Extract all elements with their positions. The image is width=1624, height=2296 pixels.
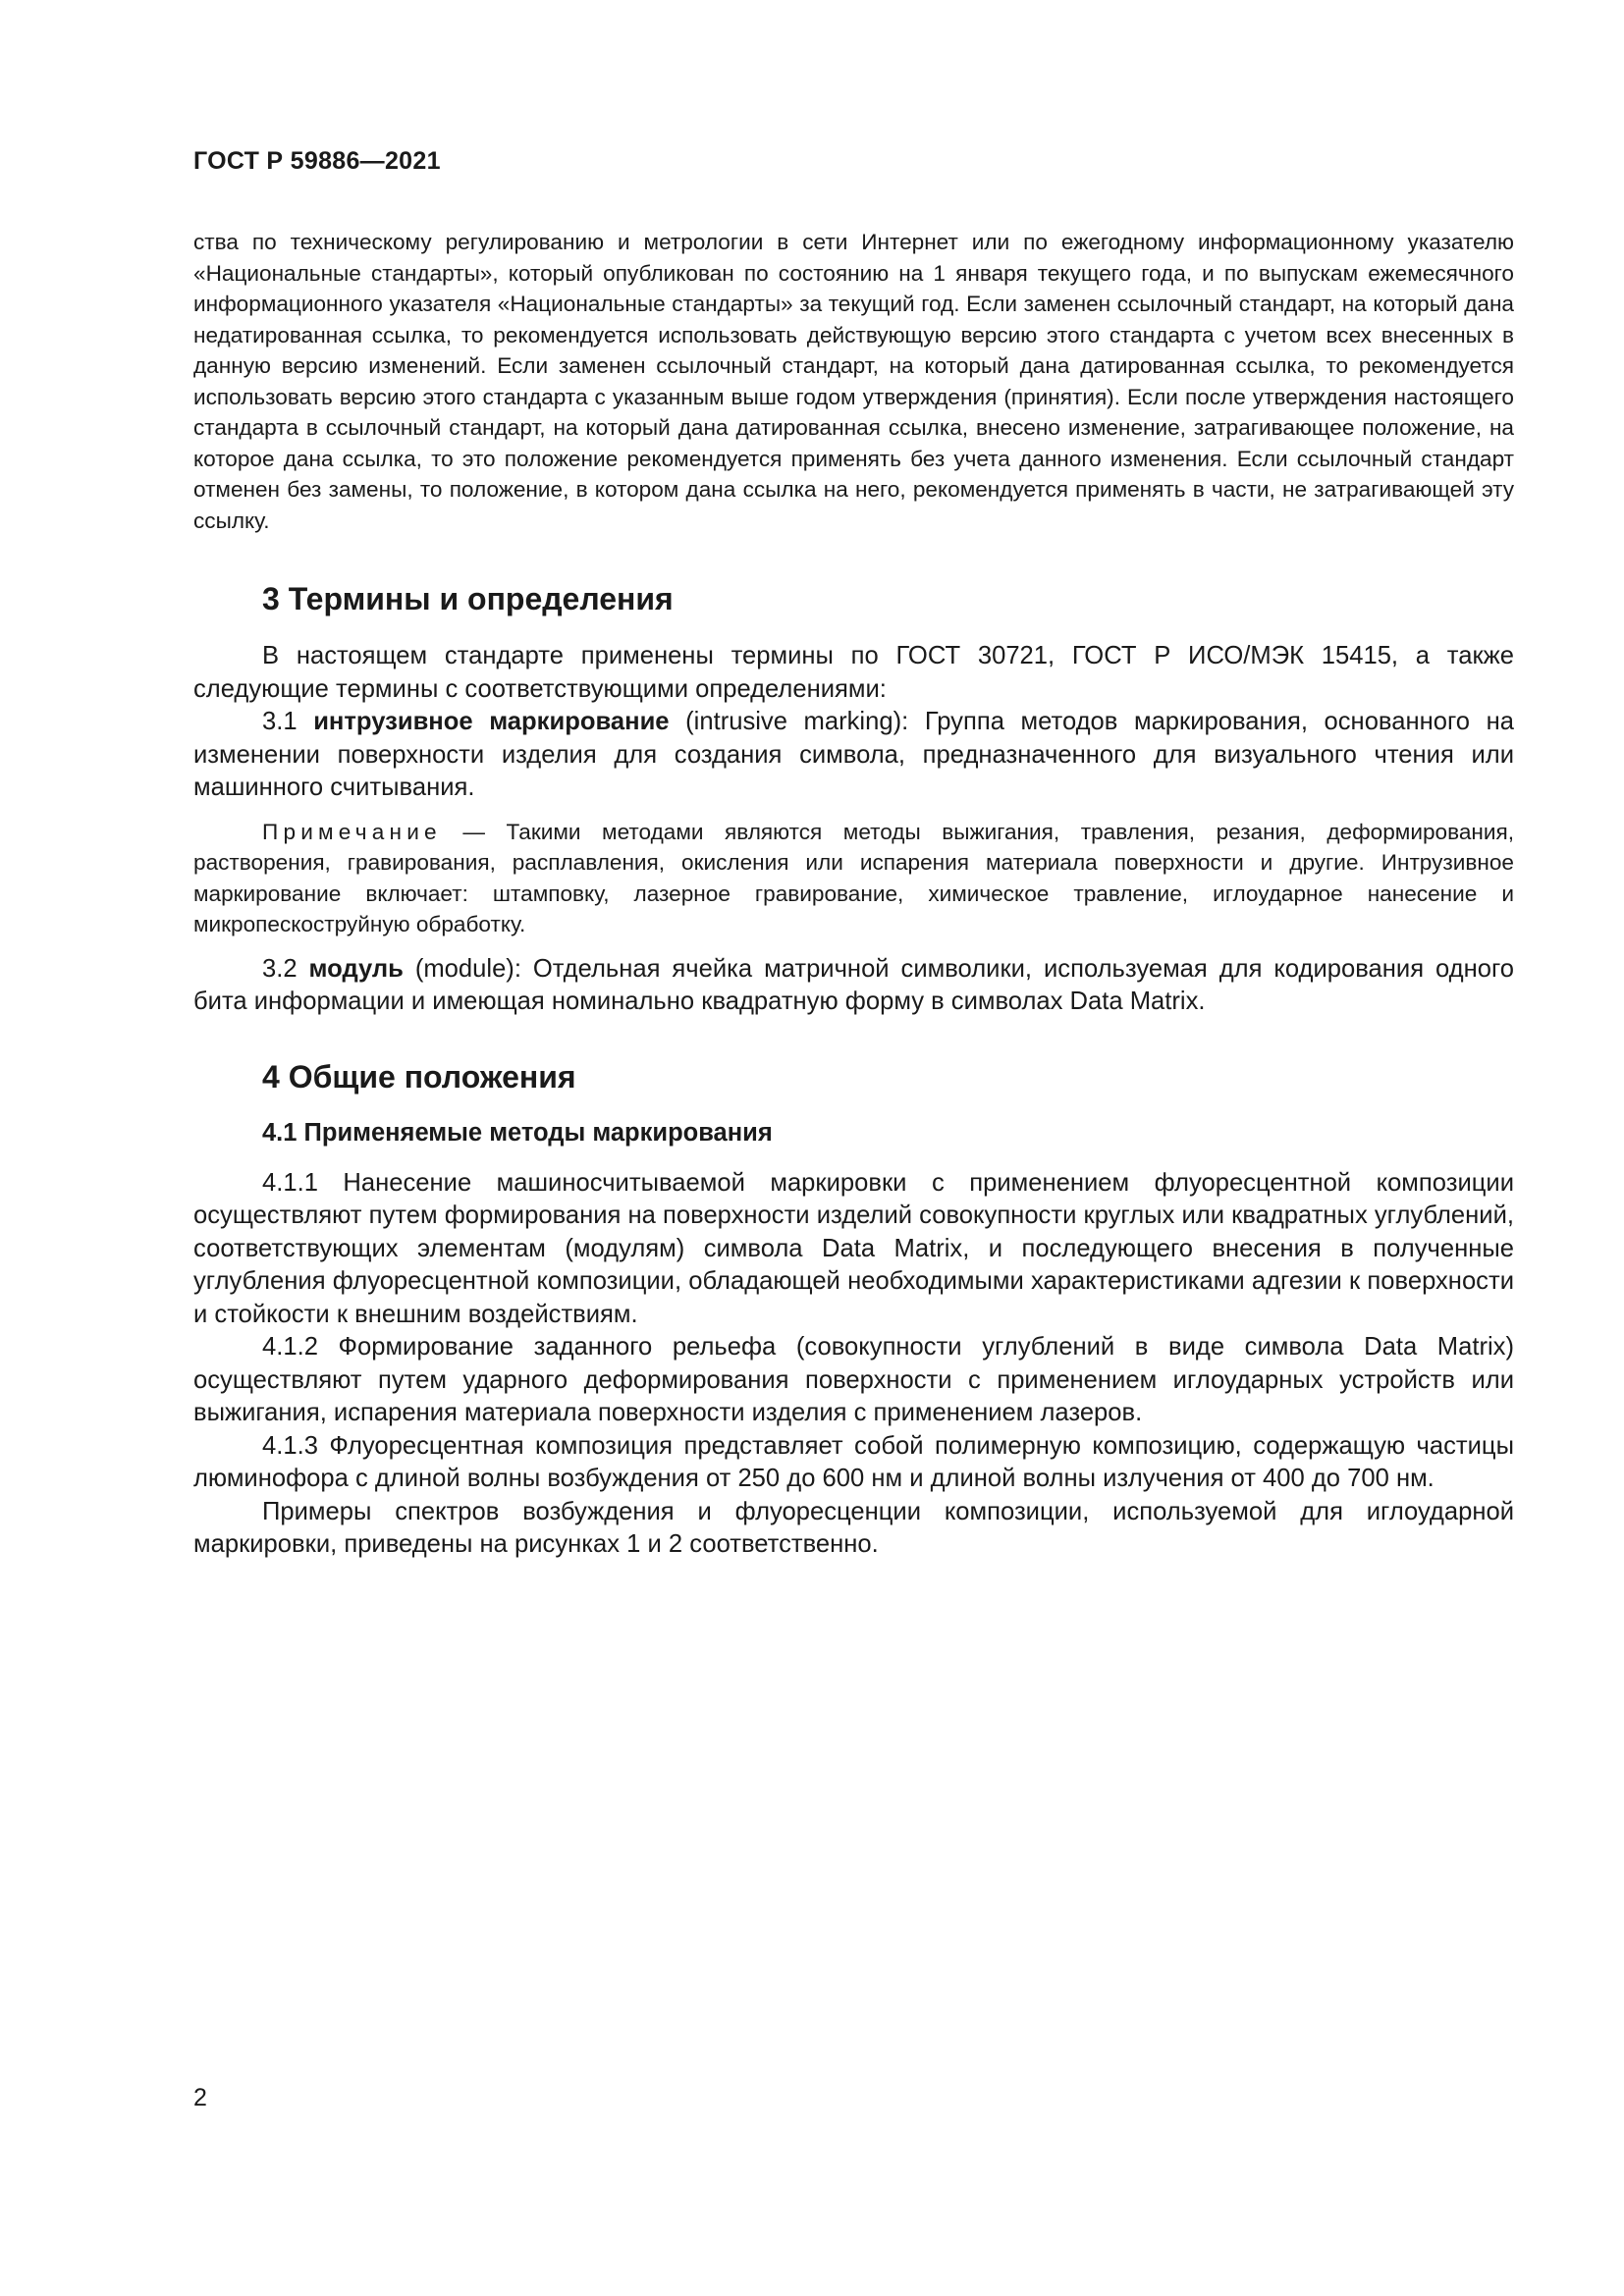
paragraph-4-1-2: 4.1.2 Формирование заданного рельефа (совокупности углублений в виде символа Data Matrix) осуществляют путем ударного деформирования поверхности с применением иглоударных устройств или выжигания, испарения материала поверхности изделия с применением лазеров.: [193, 1333, 1514, 1426]
page-number: 2: [193, 2084, 207, 2111]
running-header-title: ГОСТ Р 59886—2021: [193, 147, 441, 175]
term-3-2-term: модуль: [308, 954, 404, 983]
term-3-1: [193, 706, 1514, 805]
section-4-heading: 4 Общие положения: [262, 1058, 576, 1095]
paragraph-figure-reference: Примеры спектров возбуждения и флуоресценции композиции, используемой для иглоударной маркировки, приведены на рисунках 1 и 2 соответственно.: [193, 1497, 1514, 1558]
note-label: Примечание: [262, 819, 442, 844]
section-3-heading: 3 Термины и определения: [262, 581, 674, 616]
term-3-1-number: 3.1: [262, 708, 298, 735]
continuation-paragraph: ства по техническому регулированию и метрологии в сети Интернет или по ежегодному информационному указателю «Национальные стандарты», который опубликован по состоянию на 1 января текущего года, и по выпускам ежемесячного информационного указателя «Национальные стандарты» за текущий год. Если заменен ссылочный стандарт, на который дана недатированная ссылка, то рекомендуется использовать действующую версию этого стандарта с учетом всех внесенных в данную версию изменений. Если заменен ссылочный стандарт, на который дана датированная ссылка, то рекомендуется использовать версию этого стандарта с указанным выше годом утверждения (принятия). Если после утверждения настоящего стандарта в ссылочный стандарт, на который дана датированная ссылка, внесено изменение, затрагивающее положение, на которое дана ссылка, то это положение рекомендуется применять без учета данного изменения. Если ссылочный стандарт отменен без замены, то положение, в котором дана ссылка на него, рекомендуется применять в части, не затрагивающей эту ссылку.: [193, 230, 1514, 533]
term-3-1-term: интрузивное маркирование: [313, 708, 670, 735]
term-3-2-number: 3.2: [262, 954, 298, 983]
paragraph-4-1-3: 4.1.3 Флуоресцентная композиция представляет собой полимерную композицию, содержащую частицы люминофора с длиной волны возбуждения от 250 до 600 нм и длиной волны излучения от 400 до 700 нм.: [193, 1431, 1514, 1492]
term-3-1-definition: (intrusive marking): Группа методов маркирования, основанного на изменении поверхности изделия для создания символа, предназначенного для визуального чтения или машинного считывания.: [193, 708, 1514, 801]
page-body: [193, 227, 1514, 1562]
note-text: — Такими методами являются методы выжигания, травления, резания, деформирования, растворения, гравирования, расплавления, окисления или испарения материала поверхности и другие. Интрузивное маркирование включает: штамповку, лазерное гравирование, химическое травление, иглоударное нанесение и микропескоструйную обработку.: [193, 819, 1515, 936]
subsection-4-1-heading: 4.1 Применяемые методы маркирования: [262, 1118, 773, 1147]
paragraph-4-1-1: 4.1.1 Нанесение машиносчитываемой маркировки с применением флуоресцентной композиции осуществляют путем формирования на поверхности изделий совокупности круглых или квадратных углублений, соответствующих элементам (модулям) символа Data Matrix, и последующего внесения в полученные углубления флуоресцентной композиции, обладающей необходимыми характеристиками адгезии к поверхности и стойкости к внешним воздействиям.: [193, 1168, 1514, 1328]
term-3-2-definition: (module): Отдельная ячейка матричной символики, используемая для кодирования одного бита информации и имеющая номинально квадратную форму в символах Data Matrix.: [193, 954, 1514, 1015]
section-3-intro: В настоящем стандарте применены термины по ГОСТ 30721, ГОСТ Р ИСО/МЭК 15415, а также следующие термины с соответствующими определениями:: [193, 642, 1514, 703]
note-3-1: [193, 817, 1514, 940]
term-3-2: [193, 953, 1514, 1019]
